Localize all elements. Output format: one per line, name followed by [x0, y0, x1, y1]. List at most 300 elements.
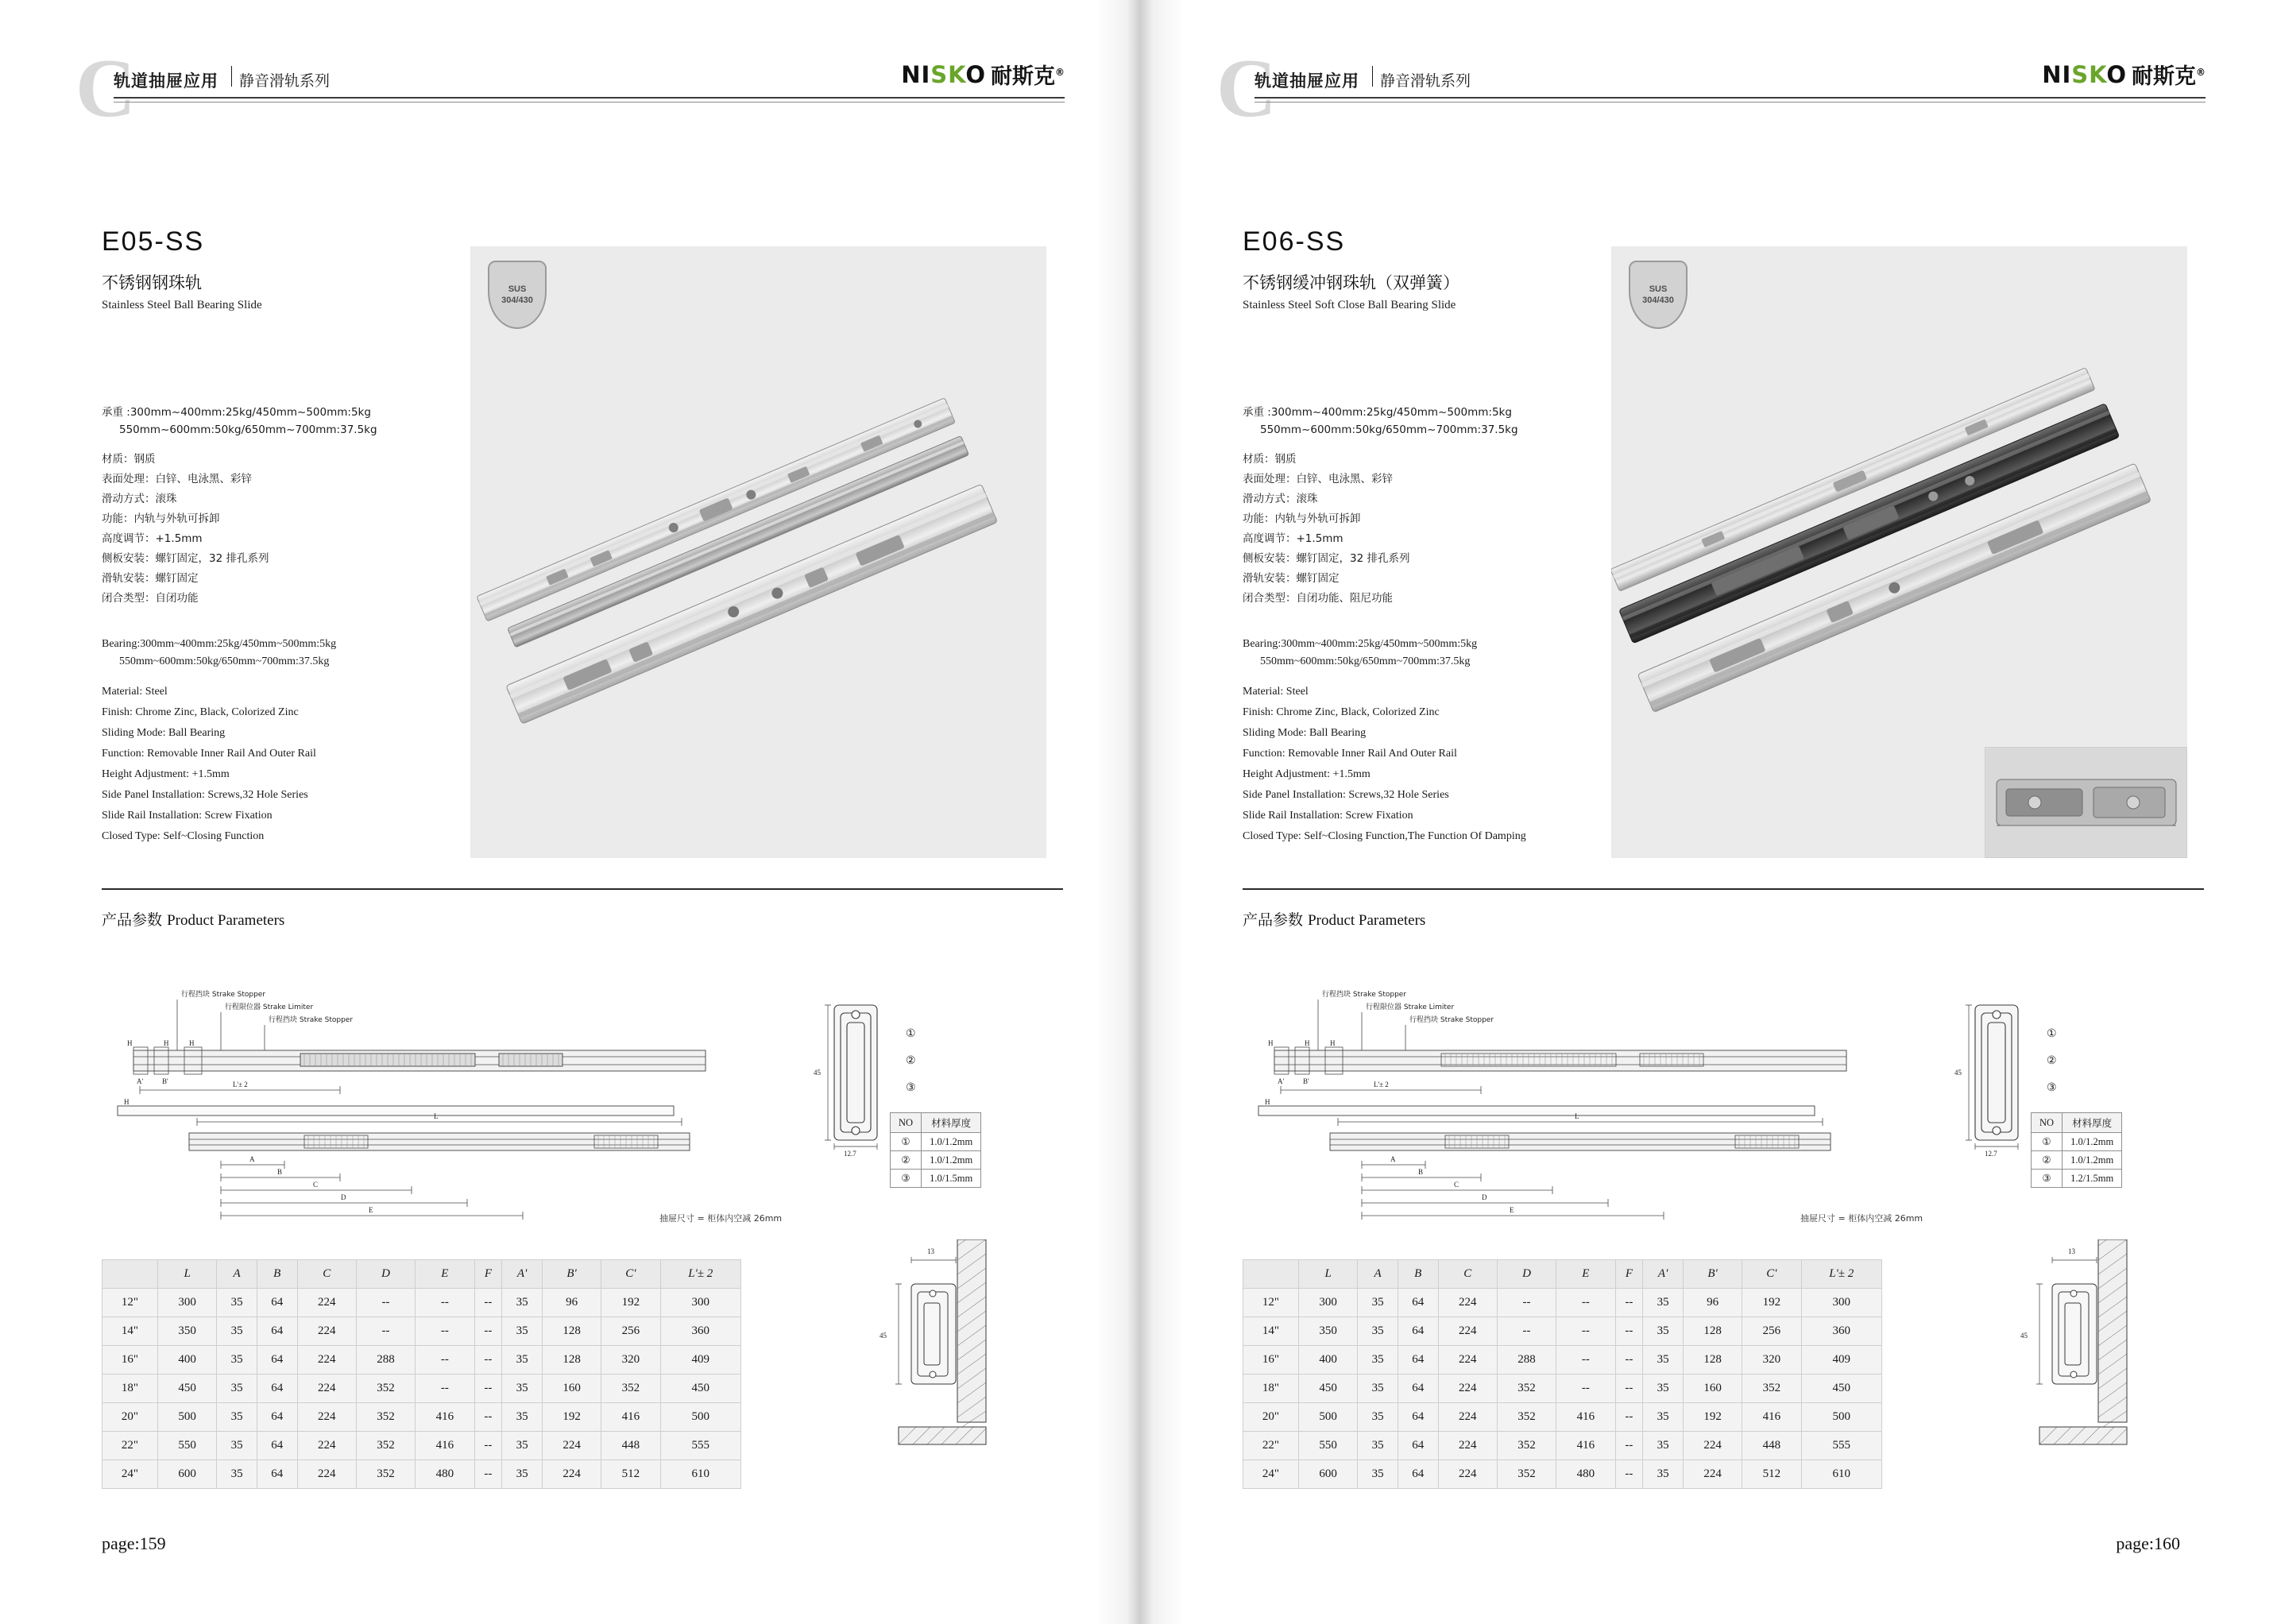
- wall-dim-side: 45: [880, 1332, 887, 1340]
- pt-r4-c2: 35: [1358, 1403, 1398, 1432]
- pt-r1-c10: 256: [1742, 1317, 1801, 1346]
- spec-en-line-0: Material: Steel: [102, 686, 168, 698]
- spec-en-line-0: Material: Steel: [1243, 686, 1309, 698]
- table-row: [891, 1151, 981, 1170]
- pt-th-3: B: [1398, 1260, 1438, 1289]
- pt-r2-c10: 320: [1742, 1346, 1801, 1375]
- table-row: [102, 1432, 741, 1460]
- section-title-en: Product Parameters: [1308, 912, 1426, 929]
- spec-bearing-en-2: 550mm~600mm:50kg/650mm~700mm:37.5kg: [1260, 655, 1471, 667]
- pt-r3-c4: 224: [297, 1375, 356, 1403]
- spec-en-line-2: Sliding Mode: Ball Bearing: [1243, 727, 1367, 739]
- pt-r5-c11: 555: [660, 1432, 740, 1460]
- pt-r4-c10: 416: [601, 1403, 660, 1432]
- section-callouts: [2047, 1021, 2057, 1102]
- dim-D: D: [1482, 1193, 1487, 1201]
- product-name-cn: 不锈钢钢珠轨: [102, 273, 202, 292]
- pt-r5-c10: 448: [601, 1432, 660, 1460]
- pt-th-4: C: [297, 1260, 356, 1289]
- pt-r0-c7: --: [1615, 1289, 1643, 1317]
- spec-cn-line-6: 滑轨安装：螺钉固定: [1243, 572, 1340, 585]
- pt-r4-c2: 35: [217, 1403, 257, 1432]
- section-rule: [1243, 888, 2204, 890]
- pt-r2-c11: 409: [660, 1346, 740, 1375]
- pt-r1-c8: 35: [502, 1317, 543, 1346]
- pt-r4-c3: 64: [257, 1403, 297, 1432]
- dim-Ap: A': [137, 1077, 144, 1085]
- spec-bearing-en-2: 550mm~600mm:50kg/650mm~700mm:37.5kg: [119, 655, 330, 667]
- pt-r5-c4: 224: [297, 1432, 356, 1460]
- pt-r3-c0: 18": [102, 1375, 158, 1403]
- pt-r1-c3: 64: [257, 1317, 297, 1346]
- pt-r2-c3: 64: [1398, 1346, 1438, 1375]
- spec-cn-line-0: 材质：钢质: [102, 453, 156, 466]
- dim-H4: H: [1265, 1098, 1270, 1106]
- spec-cn-line-7: 闭合类型：自闭功能、阻尼功能: [1243, 592, 1393, 605]
- no-r0-c0: ①: [2032, 1133, 2063, 1151]
- pt-r4-c8: 35: [502, 1403, 543, 1432]
- pt-r0-c5: --: [1497, 1289, 1556, 1317]
- table-row: [891, 1133, 981, 1151]
- sus-badge-line2: 304/430: [501, 296, 533, 305]
- slide-rail-photo: [470, 246, 1046, 858]
- technical-drawing: [1243, 985, 1942, 1224]
- spec-en-line-4: Height Adjustment: +1.5mm: [102, 768, 230, 780]
- no-th-0: NO: [891, 1113, 922, 1133]
- product-parameters-table: [1243, 1259, 1882, 1489]
- pt-r2-c4: 224: [297, 1346, 356, 1375]
- pt-r5-c11: 555: [1801, 1432, 1881, 1460]
- spec-cn-line-3: 功能：内轨与外轨可拆卸: [1243, 512, 1361, 525]
- pt-r4-c1: 500: [157, 1403, 216, 1432]
- pt-th-5: D: [1497, 1260, 1556, 1289]
- pt-th-6: E: [416, 1260, 474, 1289]
- spec-bearing-cn-1: 承重 :300mm~400mm:25kg/450mm~500mm:5kg: [102, 406, 371, 419]
- dim-Ap: A': [1278, 1077, 1285, 1085]
- table-row: [891, 1170, 981, 1188]
- pt-r6-c5: 352: [356, 1460, 415, 1489]
- pt-r2-c7: --: [1615, 1346, 1643, 1375]
- pt-r6-c11: 610: [660, 1460, 740, 1489]
- spec-cn-line-1: 表面处理：白锌、电泳黑、彩锌: [102, 473, 252, 485]
- pt-r0-c1: 300: [1298, 1289, 1357, 1317]
- pt-r6-c7: --: [1615, 1460, 1643, 1489]
- spec-list-cn: [1243, 404, 1616, 609]
- pt-r1-c11: 360: [1801, 1317, 1881, 1346]
- pt-r1-c3: 64: [1398, 1317, 1438, 1346]
- pt-th-0: [102, 1260, 158, 1289]
- spec-bearing-cn-1: 承重 :300mm~400mm:25kg/450mm~500mm:5kg: [1243, 406, 1512, 419]
- table-row: [1243, 1317, 1882, 1346]
- section-height: 45: [1954, 1069, 1962, 1077]
- header-divider: [231, 66, 232, 87]
- pt-r0-c6: --: [1556, 1289, 1615, 1317]
- label-stroke-stopper-1: 行程挡块 Strake Stopper: [181, 991, 266, 999]
- pt-r3-c8: 35: [502, 1375, 543, 1403]
- pt-r6-c6: 480: [416, 1460, 474, 1489]
- pt-th-7: F: [474, 1260, 502, 1289]
- pt-th-11: L'± 2: [1801, 1260, 1881, 1289]
- dim-E: E: [369, 1206, 373, 1214]
- no-r0-c1: 1.0/1.2mm: [2063, 1133, 2122, 1151]
- pt-r0-c2: 35: [1358, 1289, 1398, 1317]
- pt-r1-c5: --: [356, 1317, 415, 1346]
- pt-r1-c1: 350: [1298, 1317, 1357, 1346]
- pt-r6-c2: 35: [1358, 1460, 1398, 1489]
- pt-r6-c6: 480: [1556, 1460, 1615, 1489]
- no-r1-c0: ②: [2032, 1151, 2063, 1170]
- pt-th-9: B': [542, 1260, 601, 1289]
- no-th-0: NO: [2032, 1113, 2063, 1133]
- pt-r3-c9: 160: [1683, 1375, 1742, 1403]
- no-r2-c1: 1.2/1.5mm: [2063, 1170, 2122, 1188]
- detail-inset-photo: [1985, 747, 2187, 858]
- product-code: E05-SS: [102, 226, 205, 257]
- pt-r1-c1: 350: [157, 1317, 216, 1346]
- pt-r5-c8: 35: [502, 1432, 543, 1460]
- pt-r3-c6: --: [1556, 1375, 1615, 1403]
- pt-r5-c3: 64: [1398, 1432, 1438, 1460]
- pt-r4-c7: --: [474, 1403, 502, 1432]
- pt-r4-c3: 64: [1398, 1403, 1438, 1432]
- pt-r2-c5: 288: [356, 1346, 415, 1375]
- pt-r5-c7: --: [1615, 1432, 1643, 1460]
- no-r0-c1: 1.0/1.2mm: [922, 1133, 981, 1151]
- table-row: [1243, 1346, 1882, 1375]
- pt-th-7: F: [1615, 1260, 1643, 1289]
- header-title-cn: 轨道抽屉应用: [1255, 72, 1359, 91]
- no-r2-c0: ③: [891, 1170, 922, 1188]
- section-title: [1243, 908, 1425, 930]
- spec-en-line-7: Closed Type: Self~Closing Function: [102, 830, 265, 842]
- logo-mark: NISKO: [2042, 60, 2127, 88]
- dim-B: B: [277, 1168, 283, 1176]
- drawer-size-note: 抽屉尺寸 = 柜体内空减 26mm: [1800, 1213, 1923, 1224]
- pt-r6-c5: 352: [1497, 1460, 1556, 1489]
- pt-r5-c9: 224: [1683, 1432, 1742, 1460]
- dim-lpm2: L'± 2: [233, 1081, 248, 1088]
- spec-en-line-5: Side Panel Installation: Screws,32 Hole Series: [102, 789, 308, 801]
- spec-cn-line-5: 侧板安装：螺钉固定，32 排孔系列: [1243, 552, 1410, 565]
- table-row: [1243, 1460, 1882, 1489]
- material-thickness-table: [890, 1112, 981, 1188]
- pt-r3-c1: 450: [1298, 1375, 1357, 1403]
- no-r1-c1: 1.0/1.2mm: [2063, 1151, 2122, 1170]
- pt-r0-c0: 12": [1243, 1289, 1299, 1317]
- pt-r0-c11: 300: [660, 1289, 740, 1317]
- table-row: [1243, 1289, 1882, 1317]
- pt-th-10: C': [601, 1260, 660, 1289]
- table-row: [102, 1289, 741, 1317]
- pt-r3-c5: 352: [1497, 1375, 1556, 1403]
- spec-en-line-5: Side Panel Installation: Screws,32 Hole Series: [1243, 789, 1449, 801]
- pt-r5-c10: 448: [1742, 1432, 1801, 1460]
- pt-r1-c4: 224: [1438, 1317, 1497, 1346]
- header-divider: [1372, 66, 1373, 87]
- pt-r1-c4: 224: [297, 1317, 356, 1346]
- pt-r4-c5: 352: [1497, 1403, 1556, 1432]
- pt-r6-c7: --: [474, 1460, 502, 1489]
- header-subtitle-cn: 静音滑轨系列: [1380, 72, 1471, 90]
- pt-r0-c10: 192: [601, 1289, 660, 1317]
- spec-en-line-1: Finish: Chrome Zinc, Black, Colorized Zinc: [1243, 706, 1440, 718]
- spec-cn-line-4: 高度调节：+1.5mm: [1243, 532, 1343, 545]
- pt-r4-c7: --: [1615, 1403, 1643, 1432]
- pt-r0-c8: 35: [1643, 1289, 1684, 1317]
- product-code: E06-SS: [1243, 226, 1346, 257]
- table-row: [1243, 1432, 1882, 1460]
- section-height: 45: [814, 1069, 821, 1077]
- section-title-en: Product Parameters: [167, 912, 285, 929]
- pt-r0-c9: 96: [1683, 1289, 1742, 1317]
- spec-cn-line-2: 滑动方式：滚珠: [1243, 493, 1318, 505]
- pt-r4-c8: 35: [1643, 1403, 1684, 1432]
- no-r1-c1: 1.0/1.2mm: [922, 1151, 981, 1170]
- table-row: [2032, 1133, 2122, 1151]
- pt-r5-c1: 550: [157, 1432, 216, 1460]
- header-title-cn: 轨道抽屉应用: [114, 72, 218, 91]
- pt-th-8: A': [1643, 1260, 1684, 1289]
- pt-r6-c2: 35: [217, 1460, 257, 1489]
- pt-r1-c9: 128: [1683, 1317, 1742, 1346]
- wall-mount-drawing: [822, 1239, 1029, 1462]
- callout-2: ②: [2047, 1055, 2057, 1067]
- pt-r0-c5: --: [356, 1289, 415, 1317]
- logo-cn: 耐斯克®: [991, 64, 1065, 89]
- dim-A: A: [249, 1155, 255, 1163]
- dim-D: D: [341, 1193, 346, 1201]
- pt-r1-c2: 35: [217, 1317, 257, 1346]
- pt-r4-c11: 500: [1801, 1403, 1881, 1432]
- pt-r3-c10: 352: [1742, 1375, 1801, 1403]
- pt-r0-c3: 64: [257, 1289, 297, 1317]
- spec-bearing-en-1: Bearing:300mm~400mm:25kg/450mm~500mm:5kg: [102, 638, 337, 650]
- pt-r3-c0: 18": [1243, 1375, 1299, 1403]
- spec-cn-line-0: 材质：钢质: [1243, 453, 1297, 466]
- pt-th-5: D: [356, 1260, 415, 1289]
- pt-r3-c11: 450: [660, 1375, 740, 1403]
- pt-r2-c1: 400: [157, 1346, 216, 1375]
- dim-A: A: [1390, 1155, 1396, 1163]
- wall-dim-top: 13: [927, 1247, 934, 1255]
- sus-badge-line1: SUS: [1649, 284, 1668, 294]
- pt-r0-c1: 300: [157, 1289, 216, 1317]
- pt-r4-c6: 416: [1556, 1403, 1615, 1432]
- spec-cn-line-3: 功能：内轨与外轨可拆卸: [102, 512, 220, 525]
- spec-en-line-4: Height Adjustment: +1.5mm: [1243, 768, 1371, 780]
- spec-en-line-1: Finish: Chrome Zinc, Black, Colorized Zinc: [102, 706, 299, 718]
- product-photo-panel: [470, 246, 1046, 858]
- pt-r6-c4: 224: [1438, 1460, 1497, 1489]
- pt-r0-c0: 12": [102, 1289, 158, 1317]
- pt-r2-c6: --: [416, 1346, 474, 1375]
- decor-letter-c: C: [1216, 41, 1277, 134]
- spec-en-line-6: Slide Rail Installation: Screw Fixation: [1243, 810, 1413, 822]
- pt-r3-c2: 35: [1358, 1375, 1398, 1403]
- dim-Bp: B': [162, 1077, 168, 1085]
- pt-th-3: B: [257, 1260, 297, 1289]
- callout-2: ②: [906, 1055, 916, 1067]
- dim-H4: H: [124, 1098, 130, 1106]
- spec-en-line-2: Sliding Mode: Ball Bearing: [102, 727, 226, 739]
- spec-cn-line-1: 表面处理：白锌、电泳黑、彩锌: [1243, 473, 1393, 485]
- dim-C: C: [313, 1181, 319, 1189]
- product-parameters-table: [102, 1259, 741, 1489]
- dim-H1: H: [127, 1039, 133, 1047]
- pt-r3-c11: 450: [1801, 1375, 1881, 1403]
- spec-list-en: [1243, 636, 1656, 847]
- pt-r1-c7: --: [1615, 1317, 1643, 1346]
- pt-r2-c0: 16": [102, 1346, 158, 1375]
- pt-r2-c9: 128: [542, 1346, 601, 1375]
- pt-r0-c11: 300: [1801, 1289, 1881, 1317]
- pt-r6-c1: 600: [1298, 1460, 1357, 1489]
- section-title-cn: 产品参数: [102, 911, 163, 929]
- pt-th-0: [1243, 1260, 1299, 1289]
- label-stroke-stopper-2: 行程挡块 Strake Stopper: [1409, 1016, 1494, 1024]
- header-rule-thick: [114, 97, 1065, 99]
- dim-H2: H: [164, 1039, 169, 1047]
- pt-r1-c8: 35: [1643, 1317, 1684, 1346]
- pt-r5-c3: 64: [257, 1432, 297, 1460]
- pt-r2-c11: 409: [1801, 1346, 1881, 1375]
- label-stroke-limiter: 行程限位器 Strake Limiter: [225, 1003, 314, 1011]
- pt-r2-c5: 288: [1497, 1346, 1556, 1375]
- pt-r4-c0: 20": [1243, 1403, 1299, 1432]
- pt-r4-c4: 224: [297, 1403, 356, 1432]
- pt-r1-c6: --: [416, 1317, 474, 1346]
- pt-th-2: A: [217, 1260, 257, 1289]
- no-r2-c0: ③: [2032, 1170, 2063, 1188]
- pt-r5-c8: 35: [1643, 1432, 1684, 1460]
- dim-L: L: [434, 1112, 439, 1120]
- pt-r5-c2: 35: [217, 1432, 257, 1460]
- dim-B: B: [1418, 1168, 1424, 1176]
- pt-th-11: L'± 2: [660, 1260, 740, 1289]
- pt-r4-c11: 500: [660, 1403, 740, 1432]
- pt-r5-c5: 352: [356, 1432, 415, 1460]
- technical-drawing: [102, 985, 801, 1224]
- pt-r6-c3: 64: [257, 1460, 297, 1489]
- pt-r5-c1: 550: [1298, 1432, 1357, 1460]
- table-row: [1243, 1375, 1882, 1403]
- pt-r0-c3: 64: [1398, 1289, 1438, 1317]
- pt-r6-c8: 35: [502, 1460, 543, 1489]
- dim-Bp: B': [1303, 1077, 1309, 1085]
- pt-r2-c1: 400: [1298, 1346, 1357, 1375]
- pt-r5-c9: 224: [542, 1432, 601, 1460]
- dim-H3: H: [189, 1039, 195, 1047]
- wall-dim-side: 45: [2020, 1332, 2028, 1340]
- pt-r1-c9: 128: [542, 1317, 601, 1346]
- pt-th-2: A: [1358, 1260, 1398, 1289]
- pt-r4-c5: 352: [356, 1403, 415, 1432]
- dim-H2: H: [1305, 1039, 1310, 1047]
- section-callouts: [906, 1021, 916, 1102]
- pt-r4-c4: 224: [1438, 1403, 1497, 1432]
- pt-r2-c8: 35: [502, 1346, 543, 1375]
- brand-logo: [888, 59, 1065, 90]
- spec-cn-line-2: 滑动方式：滚珠: [102, 493, 177, 505]
- product-name-en: Stainless Steel Soft Close Ball Bearing Slide: [1243, 299, 1456, 311]
- pt-r0-c6: --: [416, 1289, 474, 1317]
- pt-r3-c4: 224: [1438, 1375, 1497, 1403]
- pt-r3-c3: 64: [257, 1375, 297, 1403]
- pt-r3-c10: 352: [601, 1375, 660, 1403]
- pt-r5-c7: --: [474, 1432, 502, 1460]
- pt-r3-c7: --: [474, 1375, 502, 1403]
- dim-E: E: [1510, 1206, 1514, 1214]
- pt-r2-c2: 35: [1358, 1346, 1398, 1375]
- pt-r0-c10: 192: [1742, 1289, 1801, 1317]
- pt-r1-c0: 14": [1243, 1317, 1299, 1346]
- table-row: [102, 1460, 741, 1489]
- spec-list-en: [102, 636, 515, 847]
- table-row: [102, 1403, 741, 1432]
- pt-r3-c9: 160: [542, 1375, 601, 1403]
- pt-r2-c6: --: [1556, 1346, 1615, 1375]
- pt-r2-c3: 64: [257, 1346, 297, 1375]
- pt-r2-c0: 16": [1243, 1346, 1299, 1375]
- pt-r1-c5: --: [1497, 1317, 1556, 1346]
- wall-mount-drawing: [1963, 1239, 2170, 1462]
- pt-r6-c0: 24": [102, 1460, 158, 1489]
- pt-r3-c5: 352: [356, 1375, 415, 1403]
- spec-bearing-cn-2: 550mm~600mm:50kg/650mm~700mm:37.5kg: [1260, 423, 1518, 436]
- no-r0-c0: ①: [891, 1133, 922, 1151]
- pt-r5-c6: 416: [416, 1432, 474, 1460]
- dim-L: L: [1575, 1112, 1579, 1120]
- pt-r4-c10: 416: [1742, 1403, 1801, 1432]
- page-number: page:160: [2116, 1533, 2180, 1553]
- section-width: 12.7: [844, 1150, 856, 1156]
- pt-th-10: C': [1742, 1260, 1801, 1289]
- page-header-left: [75, 41, 1065, 134]
- spec-en-line-6: Slide Rail Installation: Screw Fixation: [102, 810, 273, 822]
- pt-r2-c7: --: [474, 1346, 502, 1375]
- pt-r4-c1: 500: [1298, 1403, 1357, 1432]
- sus-badge-line2: 304/430: [1642, 296, 1674, 305]
- pt-r6-c4: 224: [297, 1460, 356, 1489]
- table-row: [102, 1375, 741, 1403]
- label-stroke-limiter: 行程限位器 Strake Limiter: [1366, 1003, 1455, 1011]
- logo-mark: NISKO: [901, 60, 986, 88]
- drawer-size-note: 抽屉尺寸 = 柜体内空减 26mm: [659, 1213, 783, 1224]
- pt-r1-c6: --: [1556, 1317, 1615, 1346]
- pt-r5-c0: 22": [1243, 1432, 1299, 1460]
- pt-r3-c8: 35: [1643, 1375, 1684, 1403]
- pt-r4-c9: 192: [542, 1403, 601, 1432]
- page-number: page:159: [102, 1533, 166, 1553]
- pt-r2-c8: 35: [1643, 1346, 1684, 1375]
- section-width: 12.7: [1985, 1150, 1997, 1156]
- table-row: [2032, 1151, 2122, 1170]
- product-photo-panel: [1611, 246, 2187, 858]
- pt-th-1: L: [157, 1260, 216, 1289]
- spec-cn-line-4: 高度调节：+1.5mm: [102, 532, 203, 545]
- header-rule-thick: [1255, 97, 2206, 99]
- pt-r1-c2: 35: [1358, 1317, 1398, 1346]
- spec-en-line-7: Closed Type: Self~Closing Function,The Function Of Damping: [1243, 830, 1526, 842]
- pt-r6-c10: 512: [1742, 1460, 1801, 1489]
- brand-logo: [2029, 59, 2206, 90]
- pt-r1-c0: 14": [102, 1317, 158, 1346]
- spec-en-line-3: Function: Removable Inner Rail And Outer Rail: [102, 748, 316, 760]
- section-rule: [102, 888, 1063, 890]
- material-thickness-table: [2031, 1112, 2122, 1188]
- no-r2-c1: 1.0/1.5mm: [922, 1170, 981, 1188]
- pt-th-6: E: [1556, 1260, 1615, 1289]
